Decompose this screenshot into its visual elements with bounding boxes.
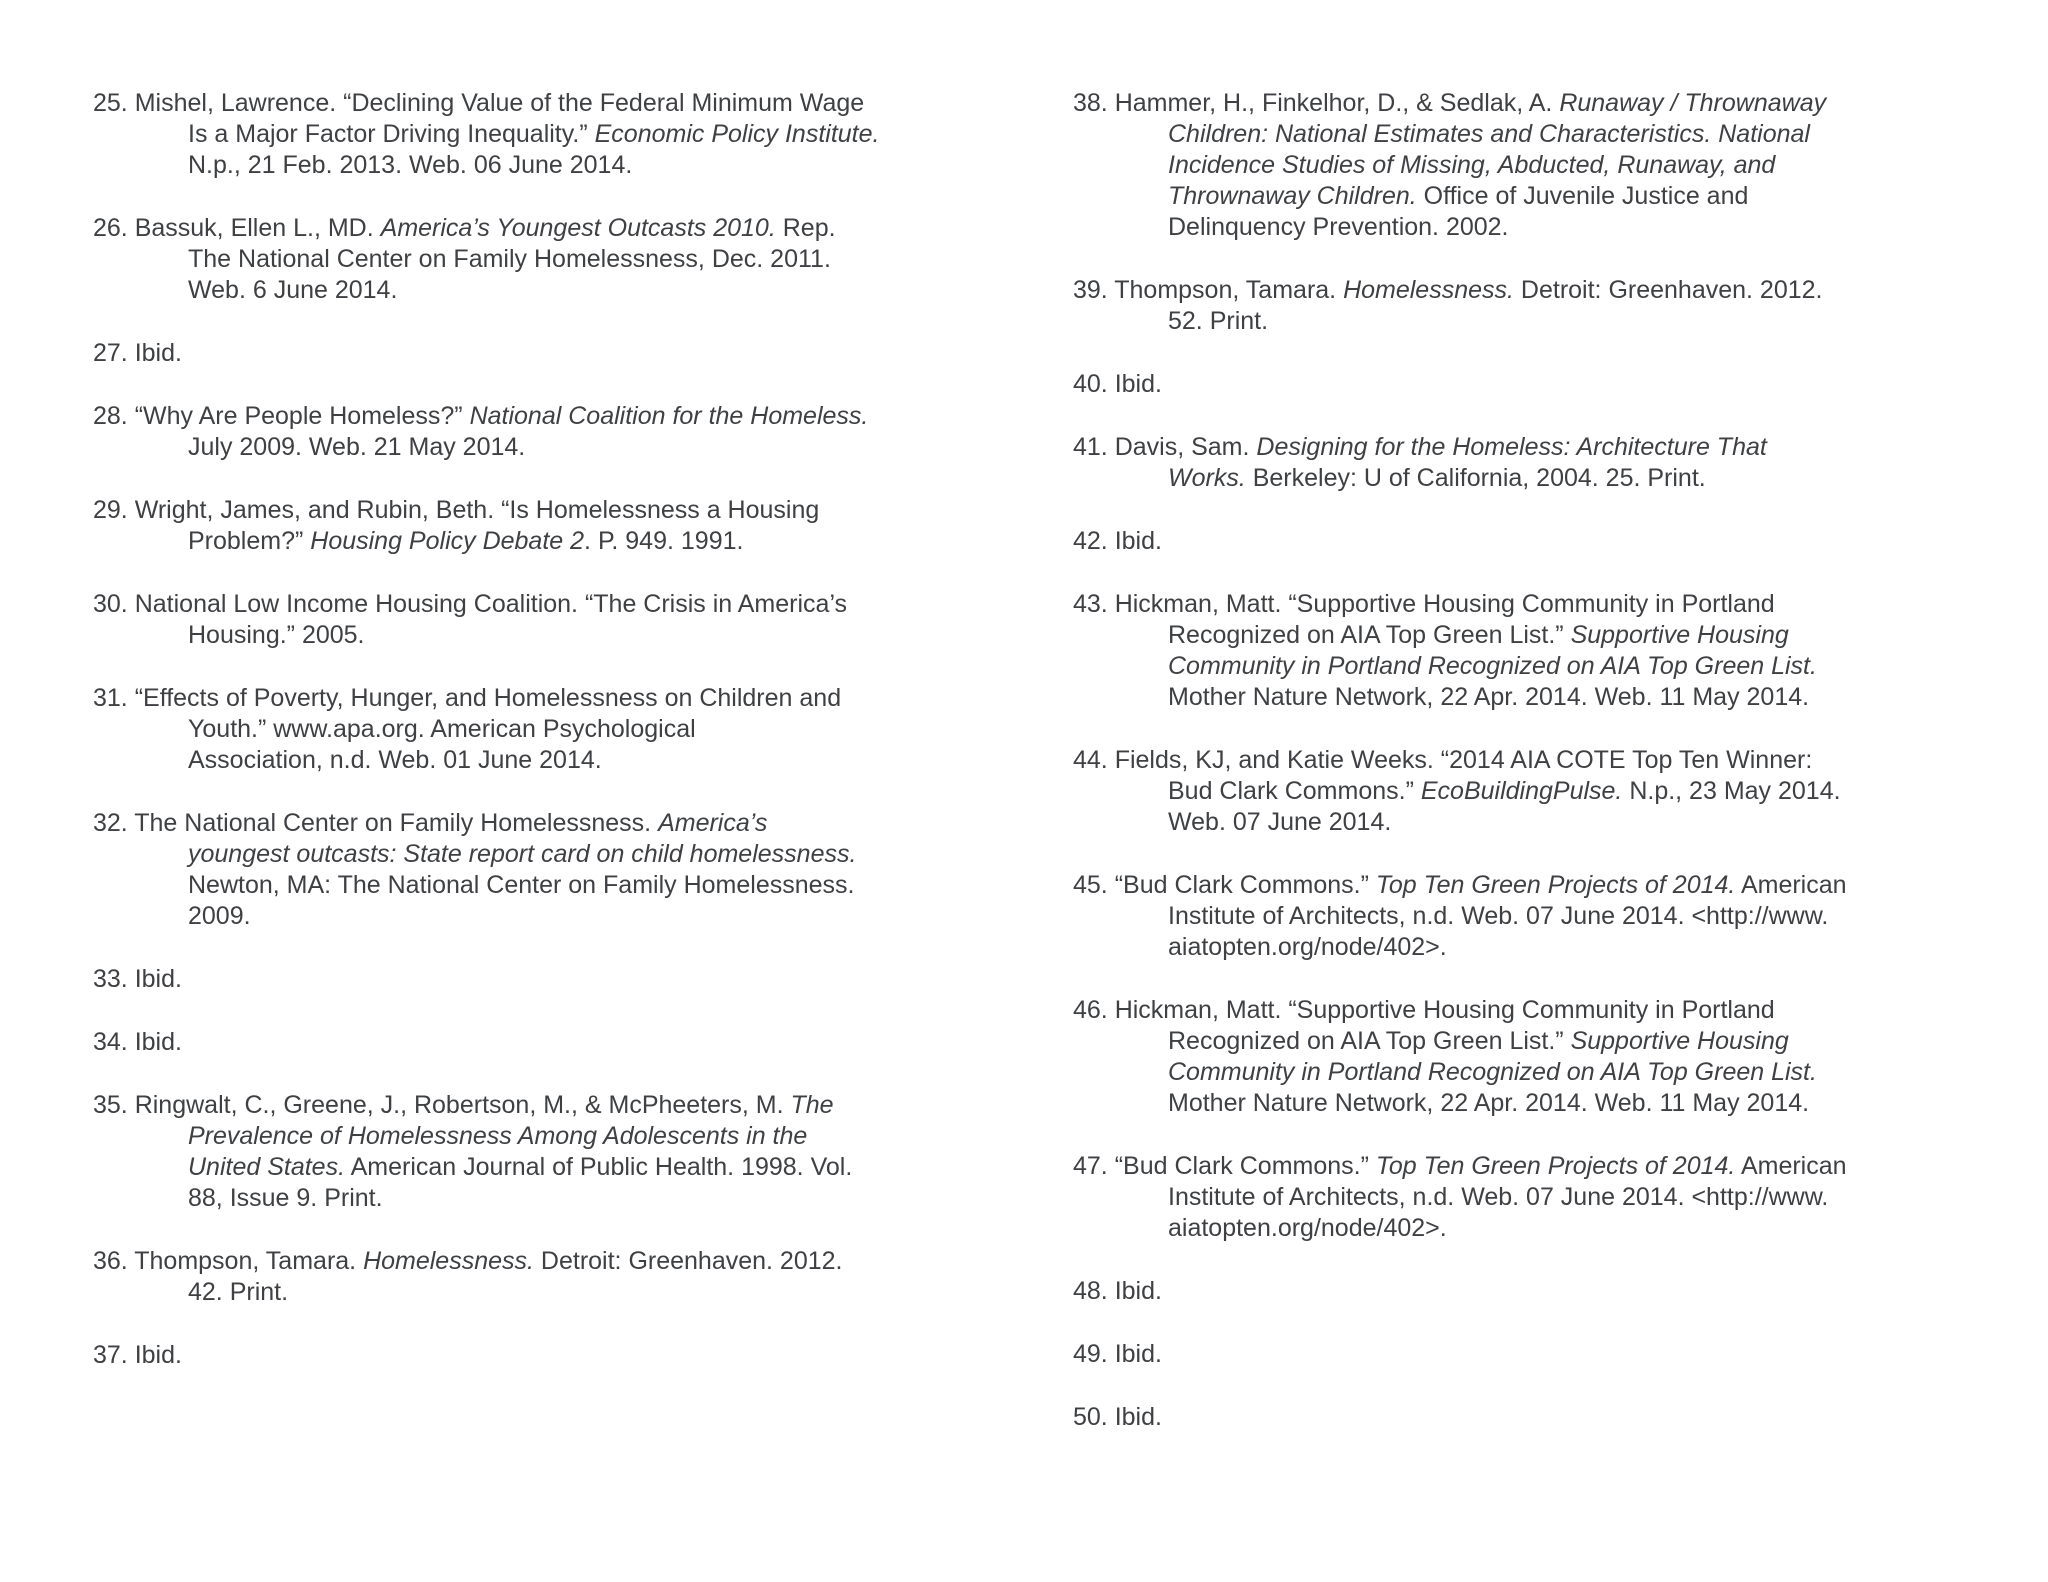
citation-text: American Journal of Public Health. 1998. Vol. <box>345 1153 853 1181</box>
citation-first-line <box>1073 1151 2003 1182</box>
citation-text: Recognized on AIA Top Green List.” <box>1168 1027 1571 1055</box>
citation-italic-text: Housing Policy Debate 2 <box>310 527 585 555</box>
citation-number: 38. <box>1073 89 1115 117</box>
citation-first-line <box>1073 526 2003 557</box>
citation-wrapped-line <box>188 901 1023 932</box>
citation-item <box>1073 870 2003 963</box>
citation-text: Ibid. <box>1114 1340 1162 1368</box>
citation-first-line <box>1073 275 2003 306</box>
citation-text: American <box>1735 1152 1847 1180</box>
citation-item <box>1073 432 2003 494</box>
citation-text: Housing.” 2005. <box>188 621 365 649</box>
citation-item <box>1073 1339 2003 1370</box>
citation-item <box>93 1027 1023 1058</box>
citation-number: 30. <box>93 590 135 618</box>
citation-first-line <box>93 1340 1023 1371</box>
citation-text: Newton, MA: The National Center on Family Homelessness. <box>188 871 855 899</box>
citation-text: Wright, James, and Rubin, Beth. “Is Homelessness a Housing <box>134 496 820 524</box>
citation-italic-text: Top Ten Green Projects of 2014. <box>1375 1152 1736 1180</box>
citation-text: Thompson, Tamara. <box>1114 276 1344 304</box>
citation-number: 27. <box>93 339 135 367</box>
citation-text: Is a Major Factor Driving Inequality.” <box>188 120 595 148</box>
citation-number: 48. <box>1073 1277 1115 1305</box>
citation-text: Ibid. <box>134 1028 182 1056</box>
citation-italic-text: Designing for the Homeless: Architecture That <box>1256 433 1767 461</box>
citation-text: Ibid. <box>1114 370 1162 398</box>
citation-wrapped-line <box>188 745 1023 776</box>
citation-wrapped-line <box>188 714 1023 745</box>
citation-item <box>1073 275 2003 337</box>
citation-text: 2009. <box>188 902 251 930</box>
citation-text: Hickman, Matt. “Supportive Housing Community in Portland <box>1114 590 1775 618</box>
citation-wrapped-line <box>1168 651 2003 682</box>
citation-first-line <box>93 808 1023 839</box>
citation-text: Recognized on AIA Top Green List.” <box>1168 621 1571 649</box>
citation-number: 37. <box>93 1341 135 1369</box>
citation-item <box>93 1340 1023 1371</box>
citation-italic-text: youngest outcasts: State report card on child homelessness. <box>188 840 857 868</box>
citation-number: 42. <box>1073 527 1115 555</box>
citation-text: Ibid. <box>134 965 182 993</box>
citation-item <box>1073 1276 2003 1307</box>
citation-text: Mishel, Lawrence. “Declining Value of the Federal Minimum Wage <box>134 89 865 117</box>
citation-text: Rep. <box>775 214 836 242</box>
citation-item <box>93 589 1023 651</box>
citation-text: Bassuk, Ellen L., MD. <box>134 214 381 242</box>
citation-text: Delinquency Prevention. 2002. <box>1168 213 1509 241</box>
citation-italic-text: Supportive Housing <box>1570 621 1789 649</box>
citation-first-line <box>93 213 1023 244</box>
citation-item <box>93 495 1023 557</box>
citation-first-line <box>93 401 1023 432</box>
citation-wrapped-line <box>188 432 1023 463</box>
citation-number: 43. <box>1073 590 1115 618</box>
citation-first-line <box>93 589 1023 620</box>
citation-wrapped-line <box>1168 620 2003 651</box>
citation-text: “Why Are People Homeless?” <box>134 402 470 430</box>
citation-first-line <box>1073 88 2003 119</box>
citation-italic-text: The <box>790 1091 834 1119</box>
citation-first-line <box>93 338 1023 369</box>
citation-text: “Bud Clark Commons.” <box>1114 1152 1376 1180</box>
citation-number: 33. <box>93 965 135 993</box>
citation-text: Ibid. <box>1114 1403 1162 1431</box>
citation-text: Problem?” <box>188 527 311 555</box>
citation-first-line <box>1073 870 2003 901</box>
citation-italic-text: Thrownaway Children. <box>1168 182 1417 210</box>
citation-number: 25. <box>93 89 135 117</box>
citation-number: 40. <box>1073 370 1115 398</box>
right-column <box>1073 88 2003 1465</box>
citation-item <box>93 213 1023 306</box>
citation-wrapped-line <box>188 275 1023 306</box>
citation-first-line <box>1073 369 2003 400</box>
citation-number: 28. <box>93 402 135 430</box>
citation-number: 41. <box>1073 433 1115 461</box>
citation-wrapped-line <box>188 119 1023 150</box>
citation-number: 34. <box>93 1028 135 1056</box>
citation-number: 50. <box>1073 1403 1115 1431</box>
citation-number: 39. <box>1073 276 1115 304</box>
citation-wrapped-line <box>188 1277 1023 1308</box>
citation-first-line <box>1073 432 2003 463</box>
citation-number: 32. <box>93 809 135 837</box>
citation-text: Mother Nature Network, 22 Apr. 2014. Web. 11 May 2014. <box>1168 1089 1810 1117</box>
citation-text: Ibid. <box>1114 527 1162 555</box>
citation-text: Thompson, Tamara. <box>134 1247 364 1275</box>
citation-wrapped-line <box>1168 932 2003 963</box>
citation-item <box>93 1090 1023 1214</box>
citation-text: 52. Print. <box>1168 307 1269 335</box>
citation-wrapped-line <box>1168 1182 2003 1213</box>
citation-first-line <box>93 88 1023 119</box>
citation-italic-text: Homelessness. <box>363 1247 534 1275</box>
citation-wrapped-line <box>1168 119 2003 150</box>
citation-item <box>1073 1151 2003 1244</box>
citation-text: Institute of Architects, n.d. Web. 07 June 2014. <http://www. <box>1168 902 1829 930</box>
citation-wrapped-line <box>188 150 1023 181</box>
citation-number: 49. <box>1073 1340 1115 1368</box>
citation-wrapped-line <box>1168 306 2003 337</box>
citation-item <box>1073 88 2003 243</box>
citation-wrapped-line <box>1168 1213 2003 1244</box>
citation-number: 31. <box>93 684 135 712</box>
citation-number: 35. <box>93 1091 135 1119</box>
citation-first-line <box>1073 995 2003 1026</box>
citation-text: “Bud Clark Commons.” <box>1114 871 1376 899</box>
citation-text: aiatopten.org/node/402>. <box>1168 1214 1447 1242</box>
citation-text: Fields, KJ, and Katie Weeks. “2014 AIA COTE Top Ten Winner: <box>1114 746 1813 774</box>
citation-text: July 2009. Web. 21 May 2014. <box>188 433 526 461</box>
citation-wrapped-line <box>1168 1026 2003 1057</box>
citation-text: Davis, Sam. <box>1114 433 1257 461</box>
citation-text: National Low Income Housing Coalition. “The Crisis in America’s <box>134 590 848 618</box>
citation-italic-text: Community in Portland Recognized on AIA Top Green List. <box>1168 652 1817 680</box>
citation-italic-text: Runaway / Thrownaway <box>1559 89 1827 117</box>
citation-wrapped-line <box>1168 807 2003 838</box>
citation-text: The National Center on Family Homelessness. <box>134 809 659 837</box>
citation-wrapped-line <box>188 1183 1023 1214</box>
citation-wrapped-line <box>188 839 1023 870</box>
citation-item <box>93 338 1023 369</box>
citation-wrapped-line <box>1168 682 2003 713</box>
citation-first-line <box>93 495 1023 526</box>
citation-wrapped-line <box>188 1121 1023 1152</box>
citation-text: . P. 949. 1991. <box>584 527 744 555</box>
citation-text: The National Center on Family Homelessness, Dec. 2011. <box>188 245 831 273</box>
citation-text: N.p., 23 May 2014. <box>1622 777 1841 805</box>
citation-number: 47. <box>1073 1152 1115 1180</box>
citation-number: 29. <box>93 496 135 524</box>
citation-wrapped-line <box>1168 776 2003 807</box>
citation-text: “Effects of Poverty, Hunger, and Homelessness on Children and <box>134 684 842 712</box>
citation-text: Detroit: Greenhaven. 2012. <box>533 1247 843 1275</box>
citation-item <box>93 808 1023 932</box>
citation-first-line <box>93 964 1023 995</box>
citation-italic-text: Community in Portland Recognized on AIA Top Green List. <box>1168 1058 1817 1086</box>
citation-italic-text: America’s <box>658 809 768 837</box>
citation-wrapped-line <box>1168 1057 2003 1088</box>
citation-text: Hickman, Matt. “Supportive Housing Community in Portland <box>1114 996 1775 1024</box>
citation-italic-text: America’s Youngest Outcasts 2010. <box>380 214 776 242</box>
citation-wrapped-line <box>1168 901 2003 932</box>
citation-wrapped-line <box>1168 1088 2003 1119</box>
citation-text: Hammer, H., Finkelhor, D., & Sedlak, A. <box>1114 89 1560 117</box>
citation-italic-text: National Coalition for the Homeless. <box>469 402 869 430</box>
citation-item <box>93 964 1023 995</box>
citation-text: American <box>1735 871 1847 899</box>
citation-italic-text: Economic Policy Institute. <box>594 120 880 148</box>
citation-item <box>1073 1402 2003 1433</box>
citation-first-line <box>1073 1339 2003 1370</box>
citation-wrapped-line <box>1168 150 2003 181</box>
citation-text: Association, n.d. Web. 01 June 2014. <box>188 746 602 774</box>
citation-italic-text: Prevalence of Homelessness Among Adolescents in the <box>188 1122 808 1150</box>
left-column <box>93 88 1023 1403</box>
citation-wrapped-line <box>188 526 1023 557</box>
citation-text: Bud Clark Commons.” <box>1168 777 1421 805</box>
citation-first-line <box>1073 589 2003 620</box>
citation-item <box>1073 745 2003 838</box>
citation-wrapped-line <box>1168 181 2003 212</box>
citation-item <box>1073 526 2003 557</box>
citation-text: 42. Print. <box>188 1278 289 1306</box>
citation-number: 36. <box>93 1247 135 1275</box>
citation-wrapped-line <box>188 870 1023 901</box>
citation-text: aiatopten.org/node/402>. <box>1168 933 1447 961</box>
citation-italic-text: Incidence Studies of Missing, Abducted, Runaway, and <box>1168 151 1776 179</box>
citation-text: Berkeley: U of California, 2004. 25. Print. <box>1245 464 1706 492</box>
citation-text: Ibid. <box>134 1341 182 1369</box>
citation-wrapped-line <box>188 244 1023 275</box>
citation-text: 88, Issue 9. Print. <box>188 1184 383 1212</box>
citation-text: Office of Juvenile Justice and <box>1416 182 1749 210</box>
citation-item <box>1073 369 2003 400</box>
citation-text: Web. 6 June 2014. <box>188 276 398 304</box>
citation-text: Ringwalt, C., Greene, J., Robertson, M., & McPheeters, M. <box>134 1091 791 1119</box>
citation-text: Ibid. <box>134 339 182 367</box>
citation-item <box>1073 995 2003 1119</box>
citation-italic-text: EcoBuildingPulse. <box>1420 777 1623 805</box>
citation-item <box>1073 589 2003 713</box>
citation-first-line <box>93 1027 1023 1058</box>
citation-text: N.p., 21 Feb. 2013. Web. 06 June 2014. <box>188 151 633 179</box>
citation-italic-text: Works. <box>1168 464 1246 492</box>
citation-italic-text: United States. <box>188 1153 346 1181</box>
citation-number: 44. <box>1073 746 1115 774</box>
citation-wrapped-line <box>188 1152 1023 1183</box>
citation-first-line <box>1073 1402 2003 1433</box>
citation-wrapped-line <box>1168 212 2003 243</box>
citation-first-line <box>93 683 1023 714</box>
citation-wrapped-line <box>188 620 1023 651</box>
citation-text: Detroit: Greenhaven. 2012. <box>1513 276 1823 304</box>
citation-text: Ibid. <box>1114 1277 1162 1305</box>
citation-item <box>93 401 1023 463</box>
citation-first-line <box>93 1246 1023 1277</box>
citation-first-line <box>93 1090 1023 1121</box>
citation-number: 26. <box>93 214 135 242</box>
citation-italic-text: Supportive Housing <box>1570 1027 1789 1055</box>
citation-number: 46. <box>1073 996 1115 1024</box>
citation-italic-text: Homelessness. <box>1343 276 1514 304</box>
citation-text: Institute of Architects, n.d. Web. 07 June 2014. <http://www. <box>1168 1183 1829 1211</box>
citation-number: 45. <box>1073 871 1115 899</box>
citation-wrapped-line <box>1168 463 2003 494</box>
citation-text: Mother Nature Network, 22 Apr. 2014. Web. 11 May 2014. <box>1168 683 1810 711</box>
citation-first-line <box>1073 745 2003 776</box>
citation-first-line <box>1073 1276 2003 1307</box>
citation-item <box>93 1246 1023 1308</box>
citation-italic-text: Top Ten Green Projects of 2014. <box>1375 871 1736 899</box>
citation-item <box>93 683 1023 776</box>
citation-item <box>93 88 1023 181</box>
citation-text: Web. 07 June 2014. <box>1168 808 1392 836</box>
citation-italic-text: Children: National Estimates and Characteristics. National <box>1168 120 1810 148</box>
citation-text: Youth.” www.apa.org. American Psychological <box>188 715 696 743</box>
